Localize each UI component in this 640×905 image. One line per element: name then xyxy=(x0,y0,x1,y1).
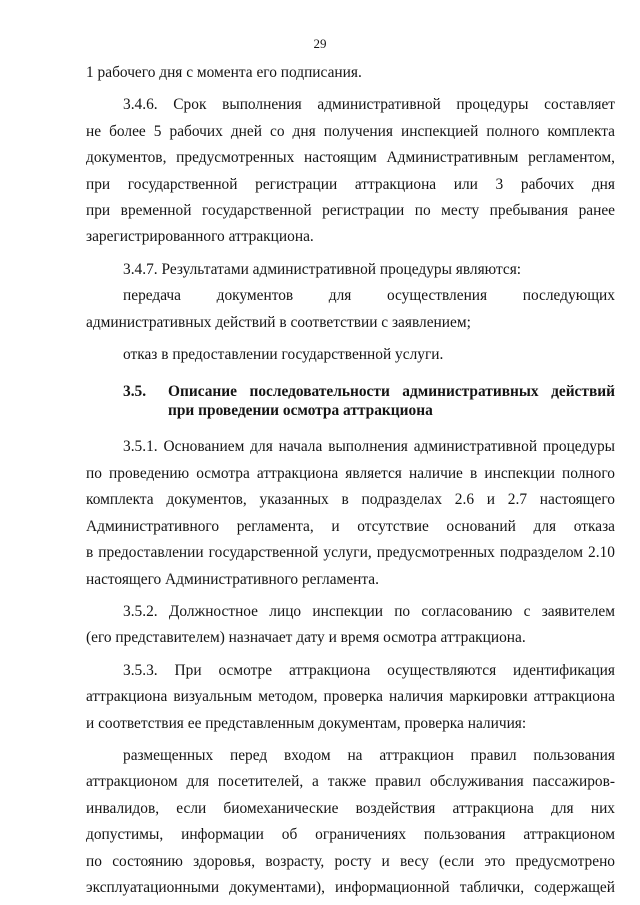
paragraph-3-5-2 xyxy=(86,599,615,652)
text-line: по состоянию здоровья, возрасту, росту и весу (если это предусмотрено xyxy=(86,852,615,870)
text-line: документов, предусмотренных настоящим Административным регламентом, xyxy=(86,149,615,167)
paragraph-refusal xyxy=(86,342,615,368)
section-heading-3-5 xyxy=(86,382,615,420)
text-line: отказ в предоставлении государственной услуги. xyxy=(123,346,444,364)
section-title xyxy=(168,382,615,420)
text-line: зарегистрированного аттракциона. xyxy=(86,228,314,246)
paragraph-continuation xyxy=(86,60,615,86)
text-line: 3.5.1. Основанием для начала выполнения административной процедуры xyxy=(123,438,615,456)
paragraph-3-5-1 xyxy=(86,434,615,592)
text-line: 3.5.2. Должностное лицо инспекции по согласованию с заявителем xyxy=(123,602,615,620)
text-line: 3.5.3. При осмотре аттракциона осуществляются идентификация xyxy=(123,661,615,679)
section-title-line: Описание последовательности административных действий xyxy=(168,383,615,401)
text-line: при государственной регистрации аттракциона или 3 рабочих дня xyxy=(86,175,615,193)
text-line: настоящего Административного регламента. xyxy=(86,570,379,588)
page-number: 29 xyxy=(313,36,327,51)
text-line: 1 рабочего дня с момента его подписания. xyxy=(86,64,362,81)
section-title-line: при проведении осмотра аттракциона xyxy=(168,402,433,420)
text-line: при временной государственной регистрации по месту пребывания ранее xyxy=(86,202,615,220)
text-line: (его представителем) назначает дату и время осмотра аттракциона. xyxy=(86,629,526,647)
text-line: размещенных перед входом на аттракцион правил пользования xyxy=(123,746,615,764)
text-line: 3.4.6. Срок выполнения административной процедуры составляет xyxy=(123,96,615,114)
text-line: Административного регламента, и отсутствие оснований для отказа xyxy=(86,517,615,535)
text-line: не более 5 рабочих дней со дня получения инспекцией полного комплекта xyxy=(86,122,615,140)
paragraph-transfer xyxy=(86,283,615,336)
paragraph-placed-rules xyxy=(86,743,615,901)
paragraph-3-4-7 xyxy=(86,257,615,283)
text-line: по проведению осмотра аттракциона является наличие в инспекции полного xyxy=(86,464,615,482)
paragraph-3-4-6 xyxy=(86,92,615,250)
text-line: инвалидов, если биомеханические воздействия аттракциона для них xyxy=(86,799,615,817)
text-line: и соответствия ее представленным документам, проверка наличия: xyxy=(86,714,527,732)
document-body xyxy=(86,60,615,901)
paragraph-3-5-3 xyxy=(86,658,615,737)
text-line: в предоставлении государственной услуги, предусмотренных подразделом 2.10 xyxy=(86,544,615,562)
text-line: аттракционом для посетителей, а также правил обслуживания пассажиров- xyxy=(86,773,615,791)
section-number: 3.5. xyxy=(123,383,147,401)
text-line: передача документов для осуществления последующих xyxy=(123,287,615,305)
text-line: 3.4.7. Результатами административной процедуры являются: xyxy=(123,260,522,278)
text-line: эксплуатационными документами), информационной таблички, содержащей xyxy=(86,878,615,896)
text-line: комплекта документов, указанных в подразделах 2.6 и 2.7 настоящего xyxy=(86,491,615,509)
text-line: допустимы, информации об ограничениях пользования аттракционом xyxy=(86,826,615,844)
text-line: аттракциона визуальным методом, проверка наличия маркировки аттракциона xyxy=(86,688,615,706)
text-line: административных действий в соответствии с заявлением; xyxy=(86,313,471,331)
